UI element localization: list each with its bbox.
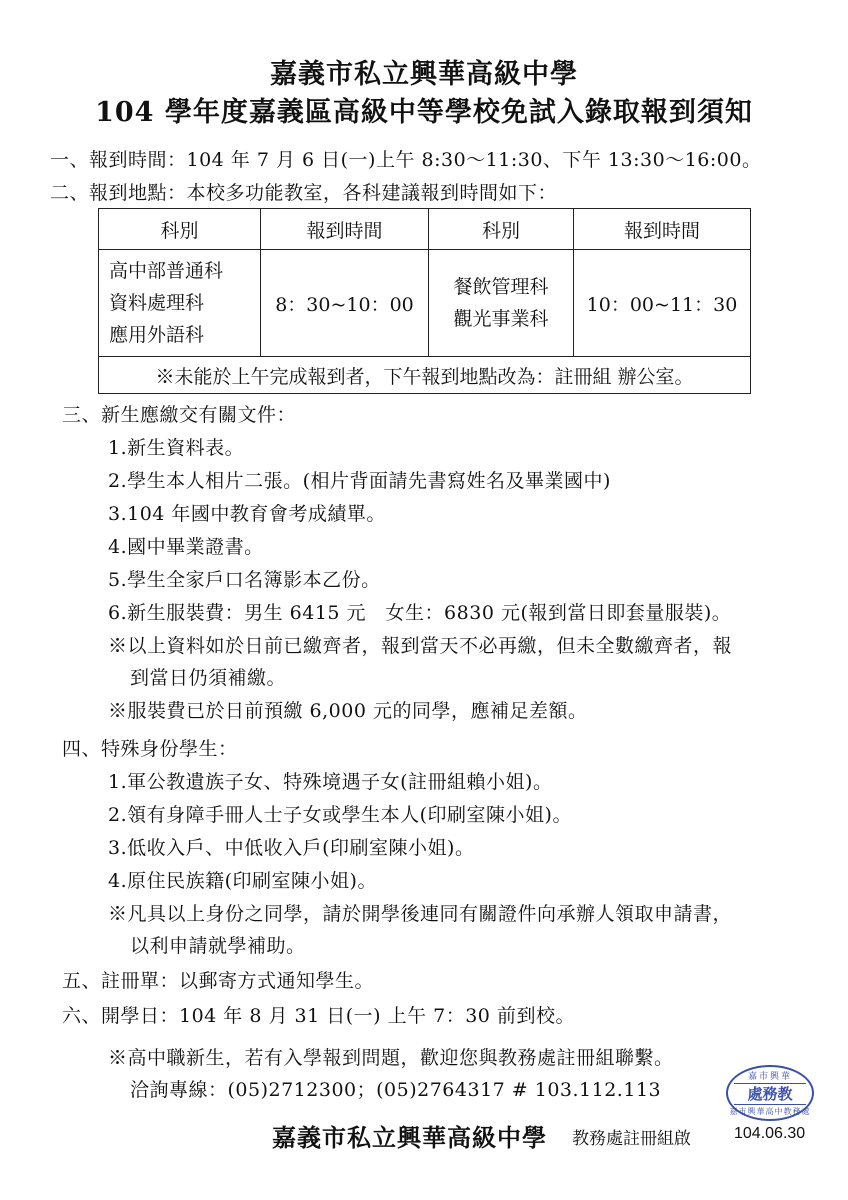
- contact-phone: 洽詢專線：(05)2712300；(05)2764317 # 103.112.113: [130, 1079, 662, 1101]
- footer-date: 104.06.30: [734, 1125, 806, 1142]
- section-4-heading: 四、特殊身份學生：: [62, 738, 238, 760]
- table-header-row: [99, 209, 751, 250]
- table-row: [99, 250, 751, 357]
- time-cell-group-1: 8：30~10：00: [261, 250, 429, 357]
- dept-name: 資料處理科: [109, 292, 205, 314]
- table-header: 科別: [429, 209, 574, 250]
- section-2-heading: 二、報到地點：本校多功能教室，各科建議報到時間如下：: [50, 182, 558, 204]
- document-item: 3.104 年國中教育會考成績單。: [108, 503, 386, 525]
- contact-note: ※高中職新生，若有入學報到問題，歡迎您與教務處註冊組聯繫。: [108, 1047, 674, 1069]
- documents-note-line-1: ※以上資料如於日前已繳齊者，報到當天不必再繳，但未全數繳齊者，報: [108, 635, 733, 657]
- footer-school-name: 嘉義市私立興華高級中學: [272, 1123, 547, 1152]
- seal-main-text: 處務教: [734, 1083, 806, 1105]
- document-item: 2.學生本人相片二張。(相片背面請先書寫姓名及畢業國中): [108, 470, 611, 492]
- footer-office: 教務處註冊組啟: [572, 1129, 691, 1149]
- seal-top-text: 嘉市興華: [747, 1072, 792, 1082]
- uniform-fee-note: ※服裝費已於日前預繳 6,000 元的同學，應補足差額。: [108, 700, 588, 722]
- dept-name: 應用外語科: [109, 324, 205, 346]
- table-header: 報到時間: [574, 209, 751, 250]
- section-5-registration: 五、註冊單：以郵寄方式通知學生。: [62, 970, 375, 992]
- special-status-note-line-1: ※凡具以上身份之同學，請於開學後連同有關證件向承辦人領取申請書，: [108, 903, 733, 925]
- documents-note-line-2: 到當日仍須補繳。: [130, 667, 287, 689]
- dept-cell-group-2: [429, 250, 574, 357]
- table-header: 報到時間: [261, 209, 429, 250]
- document-item: 1.新生資料表。: [108, 437, 245, 459]
- dept-name: 餐飲管理科: [453, 276, 549, 298]
- section-1-report-time: 一、報到時間：104 年 7 月 6 日(一)上午 8:30～11:30、下午 13:30～16:00。: [50, 149, 762, 171]
- registration-table: [98, 208, 751, 394]
- special-status-item: 2.領有身障手冊人士子女或學生本人(印刷室陳小姐)。: [108, 804, 572, 826]
- special-status-note-line-2: 以利申請就學補助。: [130, 935, 306, 957]
- section-3-heading: 三、新生應繳交有關文件：: [62, 404, 297, 426]
- document-item: 4.國中畢業證書。: [108, 536, 264, 558]
- time-cell-group-2: 10：00~11：30: [574, 250, 751, 357]
- office-seal-stamp: [726, 1065, 814, 1121]
- dept-name: 高中部普通科: [109, 260, 224, 282]
- dept-name: 觀光事業科: [453, 308, 549, 330]
- table-header: 科別: [99, 209, 261, 250]
- special-status-item: 3.低收入戶、中低收入戶(印刷室陳小姐)。: [108, 837, 475, 859]
- special-status-item: 1.軍公教遺族子女、特殊境遇子女(註冊組賴小姐)。: [108, 771, 553, 793]
- dept-cell-group-1: [99, 250, 261, 357]
- document-item: 6.新生服裝費：男生 6415 元 女生：6830 元(報到當日即套量服裝)。: [108, 602, 732, 624]
- special-status-item: 4.原住民族籍(印刷室陳小姐)。: [108, 870, 377, 892]
- seal-bottom-text: 嘉市興華高中教務處: [729, 1107, 811, 1116]
- school-title: 嘉義市私立興華高級中學: [270, 59, 578, 90]
- table-note: ※未能於上午完成報到者，下午報到地點改為：註冊組 辦公室。: [99, 357, 751, 394]
- document-item: 5.學生全家戶口名簿影本乙份。: [108, 569, 381, 591]
- document-title: 104 學年度嘉義區高級中等學校免試入錄取報到須知: [95, 97, 753, 128]
- section-6-school-start: 六、開學日：104 年 8 月 31 日(一) 上午 7：30 前到校。: [62, 1005, 575, 1027]
- table-note-row: [99, 357, 751, 394]
